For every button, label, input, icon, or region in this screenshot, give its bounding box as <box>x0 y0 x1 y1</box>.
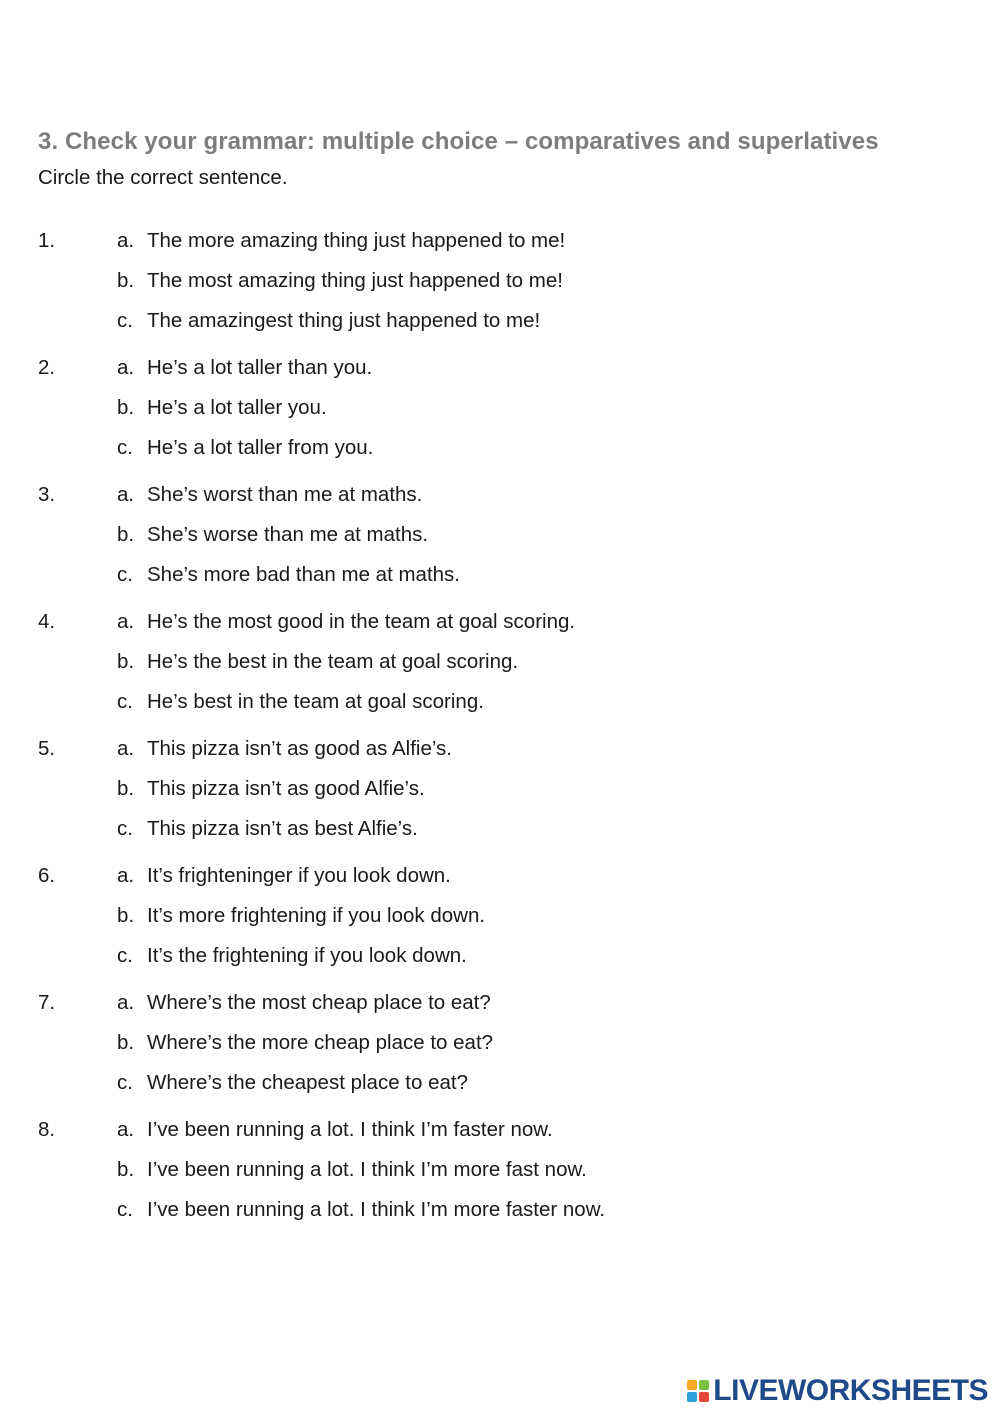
option-letter: c. <box>117 817 133 840</box>
option-text: Where’s the most cheap place to eat? <box>147 991 491 1014</box>
answer-option[interactable] <box>117 650 518 680</box>
answer-option[interactable] <box>117 269 563 299</box>
option-text: He’s the best in the team at goal scoring. <box>147 650 519 673</box>
question-number: 7. <box>38 991 56 1014</box>
option-letter: a. <box>117 1118 135 1141</box>
option-letter: a. <box>117 356 135 379</box>
option-text: This pizza isn’t as good as Alfie’s. <box>147 737 452 760</box>
answer-option[interactable] <box>117 396 327 426</box>
question-item <box>0 229 1000 356</box>
option-text: Where’s the more cheap place to eat? <box>147 1031 494 1054</box>
answer-option[interactable] <box>117 864 451 894</box>
question-number: 6. <box>38 864 56 887</box>
question-number: 5. <box>38 737 56 760</box>
answer-option[interactable] <box>117 777 425 807</box>
option-letter: a. <box>117 610 135 633</box>
option-text: This pizza isn’t as good Alfie’s. <box>147 777 425 800</box>
question-number: 8. <box>38 1118 56 1141</box>
answer-option[interactable] <box>117 436 373 466</box>
logo-text: LIVEWORKSHEETS <box>713 1374 988 1407</box>
option-letter: a. <box>117 991 135 1014</box>
question-number: 3. <box>38 483 56 506</box>
logo-square <box>699 1392 709 1402</box>
option-text: I’ve been running a lot. I think I’m faster now. <box>147 1118 553 1141</box>
option-letter: a. <box>117 737 135 760</box>
question-list <box>0 229 1000 1245</box>
answer-option[interactable] <box>117 737 452 767</box>
option-text: This pizza isn’t as best Alfie’s. <box>147 817 418 840</box>
question-item <box>0 737 1000 864</box>
option-text: It’s the frightening if you look down. <box>147 944 467 967</box>
answer-option[interactable] <box>117 817 418 847</box>
answer-option[interactable] <box>117 309 540 339</box>
option-text: The more amazing thing just happened to me! <box>147 229 566 252</box>
question-item <box>0 991 1000 1118</box>
option-text: He’s a lot taller than you. <box>147 356 373 379</box>
logo-square <box>687 1392 697 1402</box>
answer-option[interactable] <box>117 1198 605 1228</box>
answer-option[interactable] <box>117 690 484 720</box>
question-number: 2. <box>38 356 56 379</box>
answer-option[interactable] <box>117 991 491 1021</box>
question-item <box>0 864 1000 991</box>
liveworksheets-logo[interactable] <box>687 1374 988 1408</box>
option-text: The most amazing thing just happened to me! <box>147 269 563 292</box>
question-item <box>0 1118 1000 1245</box>
option-letter: b. <box>117 269 135 292</box>
worksheet-title: 3. Check your grammar: multiple choice – comparatives and superlatives <box>38 128 879 155</box>
option-text: He’s a lot taller from you. <box>147 436 374 459</box>
answer-option[interactable] <box>117 610 575 640</box>
logo-square <box>699 1380 709 1390</box>
answer-option[interactable] <box>117 1031 493 1061</box>
answer-option[interactable] <box>117 1071 468 1101</box>
option-letter: a. <box>117 229 135 252</box>
option-text: I’ve been running a lot. I think I’m more fast now. <box>147 1158 587 1181</box>
option-text: I’ve been running a lot. I think I’m more faster now. <box>147 1198 606 1221</box>
option-text: It’s more frightening if you look down. <box>147 904 486 927</box>
option-text: He’s the most good in the team at goal scoring. <box>147 610 576 633</box>
option-text: He’s a lot taller you. <box>147 396 327 419</box>
question-item <box>0 483 1000 610</box>
option-letter: a. <box>117 864 135 887</box>
answer-option[interactable] <box>117 1118 553 1148</box>
option-letter: b. <box>117 1031 135 1054</box>
option-letter: b. <box>117 523 135 546</box>
option-letter: c. <box>117 1071 133 1094</box>
option-text: Where’s the cheapest place to eat? <box>147 1071 468 1094</box>
option-letter: c. <box>117 944 133 967</box>
option-letter: b. <box>117 777 135 800</box>
option-letter: b. <box>117 1158 135 1181</box>
question-number: 1. <box>38 229 56 252</box>
option-letter: a. <box>117 483 135 506</box>
answer-option[interactable] <box>117 904 485 934</box>
liveworksheets-logo-icon <box>687 1380 709 1402</box>
option-letter: c. <box>117 1198 133 1221</box>
option-text: She’s more bad than me at maths. <box>147 563 460 586</box>
option-text: She’s worst than me at maths. <box>147 483 423 506</box>
answer-option[interactable] <box>117 563 460 593</box>
logo-square <box>687 1380 697 1390</box>
option-letter: b. <box>117 396 135 419</box>
answer-option[interactable] <box>117 483 422 513</box>
option-text: It’s frighteninger if you look down. <box>147 864 451 887</box>
option-letter: c. <box>117 436 133 459</box>
answer-option[interactable] <box>117 1158 587 1188</box>
option-letter: b. <box>117 904 135 927</box>
option-text: She’s worse than me at maths. <box>147 523 429 546</box>
option-text: The amazingest thing just happened to me! <box>147 309 541 332</box>
answer-option[interactable] <box>117 523 428 553</box>
question-item <box>0 610 1000 737</box>
instruction-text: Circle the correct sentence. <box>38 166 288 189</box>
answer-option[interactable] <box>117 356 372 386</box>
answer-option[interactable] <box>117 944 467 974</box>
question-number: 4. <box>38 610 56 633</box>
option-letter: b. <box>117 650 135 673</box>
answer-option[interactable] <box>117 229 565 259</box>
option-letter: c. <box>117 309 133 332</box>
question-item <box>0 356 1000 483</box>
option-letter: c. <box>117 563 133 586</box>
option-letter: c. <box>117 690 133 713</box>
option-text: He’s best in the team at goal scoring. <box>147 690 484 713</box>
